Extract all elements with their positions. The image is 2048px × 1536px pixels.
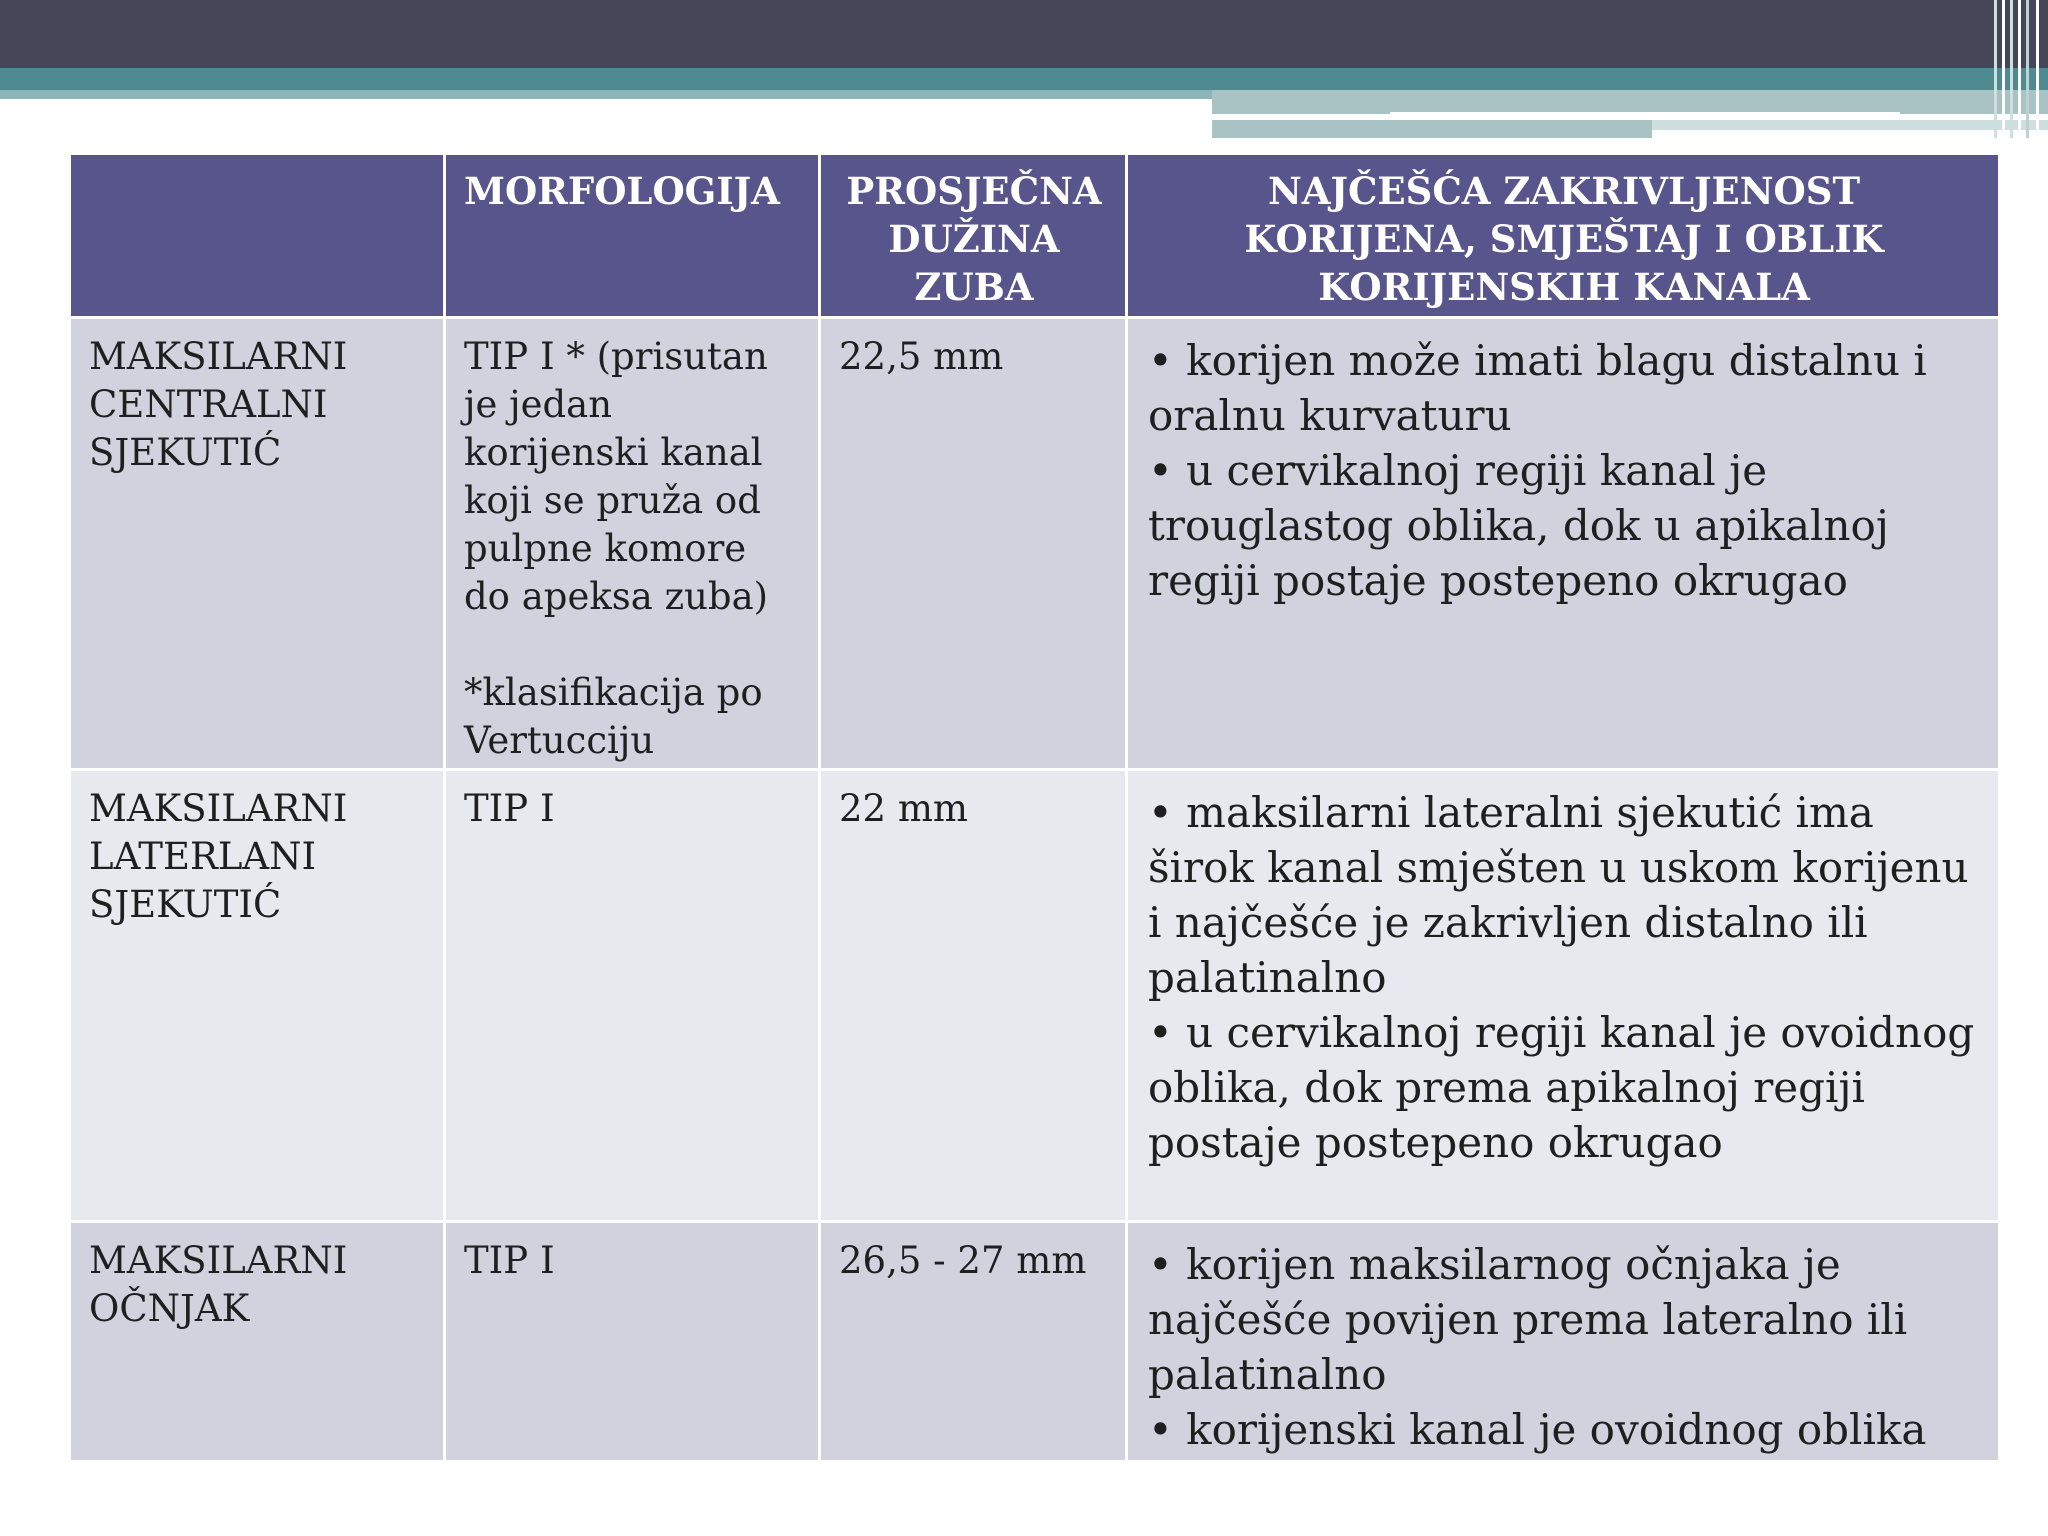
table-row (70, 1222, 2000, 1462)
morphology-text: TIP I (445, 770, 820, 1222)
tooth-name: MAKSILARNI LATERLANI SJEKUTIĆ (70, 770, 445, 1222)
curvature-note: • korijen može imati blagu distalnu i oralnu kurvaturu (1148, 336, 1927, 440)
curvature-cell (1127, 318, 2000, 770)
tooth-name: MAKSILARNI OČNJAK (70, 1222, 445, 1462)
root-canal-table (68, 152, 2001, 1463)
average-length: 26,5 - 27 mm (820, 1222, 1127, 1462)
slide-top-bar (0, 0, 2048, 68)
slide-light-bar (1652, 120, 2048, 130)
header-curvature: NAJČEŠĆA ZAKRIVLJENOST KORIJENA, SMJEŠTAJ I OBLIK KORIJENSKIH KANALA (1127, 154, 2000, 318)
header-morphology: MORFOLOGIJA (445, 154, 820, 318)
morphology-cell (445, 318, 820, 770)
table-header-row (70, 154, 2000, 318)
curvature-note: • korijenski kanal je ovoidnog oblika (1148, 1405, 1927, 1454)
average-length: 22 mm (820, 770, 1127, 1222)
slide-teal-thin-bar (0, 90, 1212, 99)
curvature-note: • korijen maksilarnog očnjaka je najčešće povijen prema lateralno ili palatinalno (1148, 1240, 1908, 1399)
curvature-cell (1127, 1222, 2000, 1462)
table-row (70, 318, 2000, 770)
slide-grey-bar (1212, 90, 2048, 114)
curvature-note: • u cervikalnoj regiji kanal je trouglastog oblika, dok u apikalnoj regiji postaje postepeno okrugao (1148, 446, 1889, 605)
slide-grey-bar-lower (1212, 120, 1652, 138)
morphology-note: *klasifikacija po Vertucciju (464, 671, 763, 762)
table-row (70, 770, 2000, 1222)
header-empty (70, 154, 445, 318)
average-length: 22,5 mm (820, 318, 1127, 770)
curvature-note: • maksilarni lateralni sjekutić ima širok kanal smješten u uskom korijenu i najčešće je zakrivljen distalno ili palatinalno (1148, 788, 1969, 1002)
curvature-cell (1127, 770, 2000, 1222)
morphology-text: TIP I * (prisutan je jedan korijenski kanal koji se pruža od pulpne komore do apeksa zuba) (464, 335, 769, 618)
tooth-name: MAKSILARNI CENTRALNI SJEKUTIĆ (70, 318, 445, 770)
slide-corner-stripes (1992, 0, 2048, 138)
curvature-note: • u cervikalnoj regiji kanal je ovoidnog oblika, dok prema apikalnoj regiji postaje postepeno okrugao (1148, 1008, 1975, 1167)
morphology-text: TIP I (445, 1222, 820, 1462)
header-average-length: PROSJEČNA DUŽINA ZUBA (820, 154, 1127, 318)
slide-teal-bar (0, 68, 2048, 90)
slide-white-line (1390, 112, 1900, 117)
